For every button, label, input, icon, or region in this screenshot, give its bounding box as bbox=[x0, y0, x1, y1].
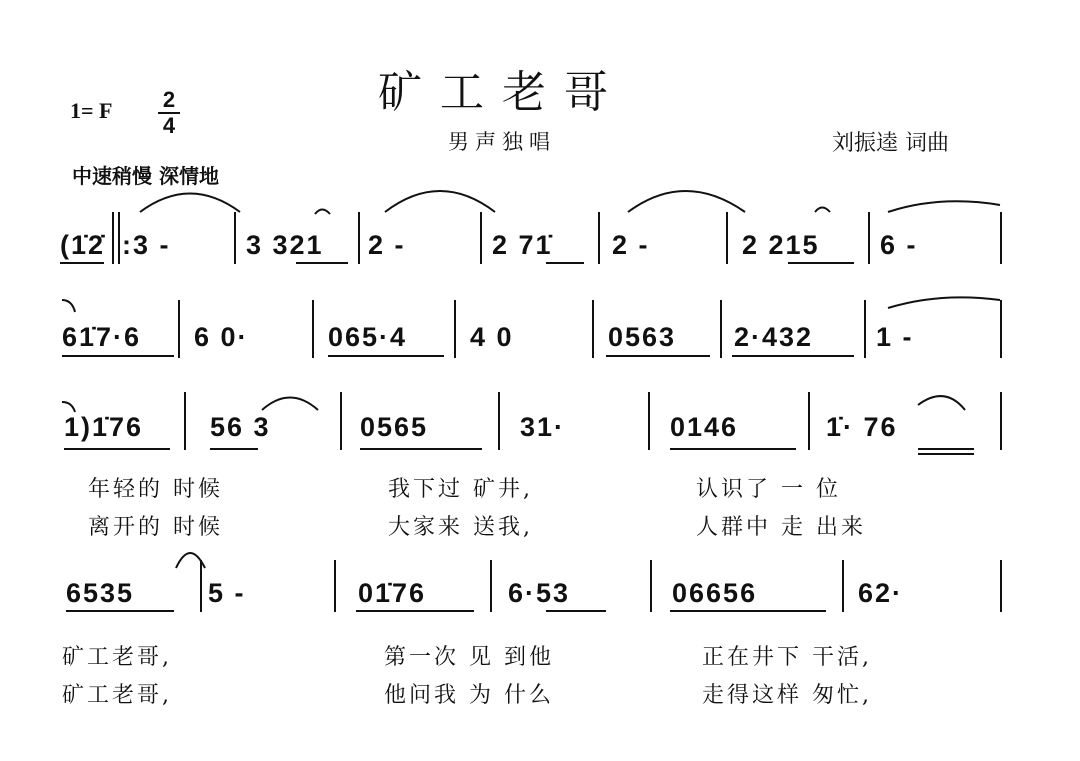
barline bbox=[358, 212, 360, 264]
underline bbox=[60, 262, 104, 264]
lyric-phrase: 认识了 一 位 bbox=[696, 477, 841, 502]
measure: :3 - bbox=[122, 230, 171, 260]
measure: 3 321 bbox=[246, 230, 324, 260]
measure: 2 - bbox=[612, 230, 650, 260]
barline bbox=[334, 560, 336, 612]
barline bbox=[234, 212, 236, 264]
barline bbox=[490, 560, 492, 612]
underline bbox=[670, 448, 796, 450]
performance-type: 男声独唱 bbox=[448, 130, 556, 154]
measure: 065·4 bbox=[328, 322, 408, 352]
underline bbox=[788, 262, 854, 264]
tempo-marking: 中速稍慢 深情地 bbox=[72, 164, 219, 188]
measure: (1̇2̇ bbox=[60, 230, 106, 260]
lyric-phrase: 矿工老哥, bbox=[62, 645, 172, 670]
barline bbox=[592, 300, 594, 358]
lyric-phrase: 离开的 时候 bbox=[88, 515, 223, 540]
underline bbox=[356, 610, 474, 612]
measure: 62· bbox=[858, 578, 904, 608]
underline bbox=[606, 355, 710, 357]
lyric-phrase: 人群中 走 出来 bbox=[696, 515, 866, 540]
key-signature: 1= F bbox=[70, 98, 113, 123]
underline bbox=[328, 355, 444, 357]
measure: 2 215 bbox=[742, 230, 820, 260]
barline bbox=[498, 392, 500, 450]
lyric-phrase: 走得这样 匆忙, bbox=[702, 683, 872, 708]
underline bbox=[64, 448, 170, 450]
barline bbox=[598, 212, 600, 264]
composer-credit: 刘振逵 词曲 bbox=[832, 131, 949, 156]
lyric-phrase: 年轻的 时候 bbox=[88, 477, 223, 502]
measure: 56 3 bbox=[210, 412, 271, 442]
measure: 6 0· bbox=[194, 322, 249, 352]
measure: 6 - bbox=[880, 230, 918, 260]
barline bbox=[454, 300, 456, 358]
underline bbox=[62, 355, 174, 357]
measure: 1)1̇76 bbox=[64, 412, 144, 442]
barline bbox=[648, 392, 650, 450]
underline bbox=[732, 355, 854, 357]
measure: 0563 bbox=[608, 322, 677, 352]
measure: 2·432 bbox=[734, 322, 814, 352]
time-signature-top: 2 bbox=[162, 87, 176, 112]
barline bbox=[720, 300, 722, 358]
barline bbox=[184, 392, 186, 450]
measure: 2 71̇ bbox=[492, 230, 553, 260]
barline bbox=[112, 212, 114, 264]
underline bbox=[546, 262, 584, 264]
measure: 6535 bbox=[66, 578, 135, 608]
lyric-phrase: 大家来 送我, bbox=[388, 515, 533, 540]
barline bbox=[312, 300, 314, 358]
measure: 2 - bbox=[368, 230, 406, 260]
lyric-phrase: 第一次 见 到他 bbox=[384, 645, 554, 670]
underline bbox=[66, 610, 174, 612]
barline bbox=[868, 212, 870, 264]
barline bbox=[1000, 560, 1002, 612]
barline bbox=[178, 300, 180, 358]
underline bbox=[670, 610, 826, 612]
measure: 1 - bbox=[876, 322, 914, 352]
barline bbox=[864, 300, 866, 358]
underline bbox=[918, 453, 974, 455]
measure: 31· bbox=[520, 412, 566, 442]
lyric-phrase: 他问我 为 什么 bbox=[384, 683, 554, 708]
lyric-phrase: 矿工老哥, bbox=[62, 683, 172, 708]
barline bbox=[650, 560, 652, 612]
barline bbox=[340, 392, 342, 450]
measure: 4 0 bbox=[470, 322, 514, 352]
song-title: 矿工老哥 bbox=[378, 67, 626, 118]
underline bbox=[296, 262, 348, 264]
barline bbox=[842, 560, 844, 612]
time-signature-bottom: 4 bbox=[162, 113, 176, 138]
measure: 6·53 bbox=[508, 578, 571, 608]
underline bbox=[918, 448, 974, 450]
barline bbox=[480, 212, 482, 264]
measure: 1̇· 76 bbox=[826, 412, 898, 442]
measure: 0565 bbox=[360, 412, 429, 442]
measure: 0146 bbox=[670, 412, 739, 442]
lyric-phrase: 我下过 矿井, bbox=[388, 477, 533, 502]
barline bbox=[726, 212, 728, 264]
underline bbox=[546, 610, 606, 612]
barline bbox=[1000, 392, 1002, 450]
barline bbox=[1000, 300, 1002, 358]
barline bbox=[808, 392, 810, 450]
barline bbox=[118, 212, 120, 264]
barline bbox=[1000, 212, 1002, 264]
measure: 01̇76 bbox=[358, 578, 427, 608]
measure: 06656 bbox=[672, 578, 758, 608]
underline bbox=[360, 448, 482, 450]
measure: 5 - bbox=[208, 578, 246, 608]
barline bbox=[200, 560, 202, 612]
measure: 61̇7·6 bbox=[62, 322, 142, 352]
underline bbox=[210, 448, 258, 450]
lyric-phrase: 正在井下 干活, bbox=[702, 645, 872, 670]
